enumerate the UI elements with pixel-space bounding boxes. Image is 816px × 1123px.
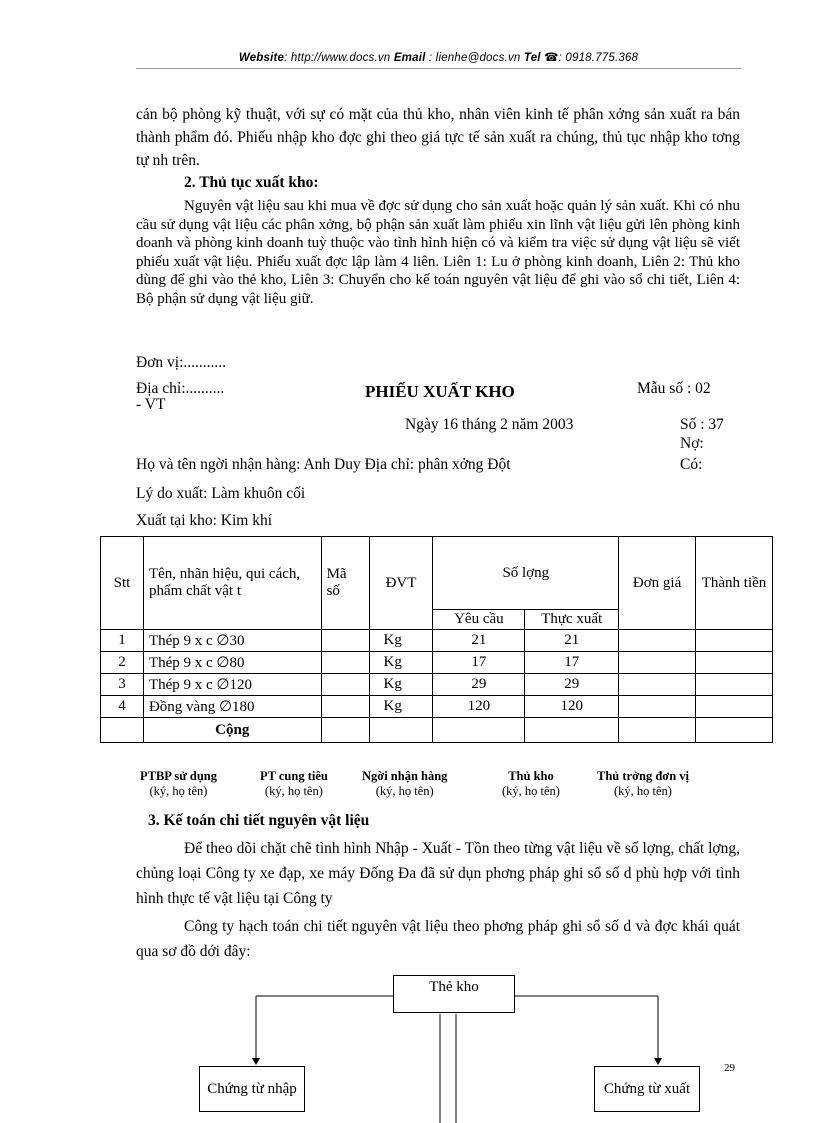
credit-label: Có: bbox=[680, 456, 703, 473]
signature-title: PTBP sử dụng bbox=[140, 769, 217, 783]
voucher-date: Ngày 16 tháng 2 năm 2003 bbox=[405, 416, 574, 433]
diagram-box-stock-card: Thẻ kho bbox=[393, 975, 515, 1013]
cell-name: Thép 9 x c ∅120 bbox=[143, 674, 321, 696]
signature-note: (ký, họ tên) bbox=[614, 784, 672, 798]
website-url[interactable]: : http://www.docs.vn bbox=[284, 52, 394, 64]
section3-paragraph1: Để theo dõi chặt chẽ tình hình Nhập - Xuất - Tồn theo từng vật liệu về số lợng, chất lợng, chủng loại Công ty xe đạp, xe máy Đống Đa đã sử dụn phơng pháp ghi sổ số d phù hợp với tình hình thực tế vật liệu tại Công ty bbox=[136, 840, 740, 907]
debit-label: Nợ: bbox=[680, 435, 704, 452]
signature-note: (ký, họ tên) bbox=[264, 784, 323, 798]
cell-requested: 17 bbox=[433, 652, 525, 674]
cell-name: Thép 9 x c ∅80 bbox=[143, 652, 321, 674]
section3-heading: 3. Kế toán chi tiết nguyên vật liệu bbox=[148, 812, 370, 829]
voucher-number: Số : 37 bbox=[680, 416, 724, 433]
form-number: Mẫu số : 02 bbox=[637, 380, 711, 397]
signature-title: PT cung tiêu bbox=[260, 769, 328, 783]
cell-unit: Kg bbox=[369, 630, 433, 652]
col-actual: Thực xuất bbox=[525, 610, 619, 630]
cell-stt: 3 bbox=[101, 674, 144, 696]
col-unit: ĐVT bbox=[369, 537, 433, 630]
email-address[interactable]: : lienhe@docs.vn bbox=[425, 52, 524, 64]
intro-paragraph: cán bộ phòng kỹ thuật, với sự có mặt của thủ kho, nhân viên kinh tế phân xởng sản xuất ra bán thành phẩm đó. Phiếu nhập kho đợc ghi theo giá tực tế sản xuất ra chúng, thủ tục nhập kho tơng tự nh trên. bbox=[136, 106, 740, 169]
cell-unit: Kg bbox=[369, 696, 433, 718]
signature-note: (ký, họ tên) bbox=[375, 784, 434, 798]
cell-unit: Kg bbox=[369, 674, 433, 696]
cell-stt: 4 bbox=[101, 696, 144, 718]
signature-note: (ký, họ tên) bbox=[149, 784, 208, 798]
cell-actual: 29 bbox=[525, 674, 619, 696]
website-label: Website bbox=[238, 52, 285, 64]
cell-stt: 1 bbox=[101, 630, 144, 652]
diagram-box-receipt-docs: Chứng từ nhập bbox=[199, 1066, 305, 1112]
cell-actual: 17 bbox=[525, 652, 619, 674]
cell-name: Đồng vàng ∅180 bbox=[143, 696, 321, 718]
warehouse-line: Xuất tại kho: Kim khí bbox=[136, 512, 273, 529]
voucher-title: PHIẾU XUẤT KHO bbox=[365, 382, 515, 401]
section2-paragraph: Nguyên vật liệu sau khi mua về đợc sử dụng cho sản xuất hoặc quản lý sản xuất. Khi có nhu cầu sử dụng vật liệu các phân xởng, bộ phận sản xuất làm phiếu xin lĩnh vật liệu gửi lên phòng kinh doanh và phòng kinh doanh tuỳ thuộc vào tình hình hiện có và kiểm tra việc sử dụng vật liệu sẽ viết phiếu xuất vật liệu. Phiếu xuất đợc lập làm 4 liên. Liên 1: Lu ở phòng kinh doanh, Liên 2: Thủ kho dùng để ghi vào thẻ kho, Liên 3: Chuyển cho kế toán nguyên vật liệu để ghi vào sổ chi tiết, Liên 4: Bộ phận sử dụng vật liệu giữ. bbox=[136, 198, 740, 307]
col-quantity: Số lợng bbox=[433, 537, 619, 610]
col-requested: Yêu cầu bbox=[433, 610, 525, 630]
total-label: Cộng bbox=[143, 718, 321, 743]
cell-stt: 2 bbox=[101, 652, 144, 674]
tel-label: Tel ☎ bbox=[523, 52, 559, 64]
tel-number: : 0918.775.368 bbox=[558, 52, 639, 64]
address-label: Địa chỉ:.......... bbox=[136, 380, 225, 397]
cell-unit: Kg bbox=[369, 652, 433, 674]
signature-title: Thủ kho bbox=[508, 769, 554, 783]
cell-actual: 21 bbox=[525, 630, 619, 652]
signature-title: Ngời nhận hàng bbox=[362, 769, 448, 783]
col-stt: Stt bbox=[101, 537, 144, 630]
email-label: Email bbox=[393, 52, 426, 64]
receiver-line: Họ và tên ngời nhận hàng: Anh Duy Địa chỉ: phân xởng Đột bbox=[136, 456, 511, 473]
col-price: Đơn giá bbox=[619, 537, 696, 630]
address-suffix: - VT bbox=[136, 396, 166, 413]
arrow-head-left bbox=[252, 1058, 260, 1065]
unit-label: Đơn vị:........... bbox=[136, 354, 227, 371]
signature-title: Thủ trởng đơn vị bbox=[597, 769, 689, 783]
col-name: Tên, nhãn hiệu, qui cách, phẩm chất vật t bbox=[143, 537, 321, 630]
cell-actual: 120 bbox=[525, 696, 619, 718]
cell-requested: 29 bbox=[433, 674, 525, 696]
cell-requested: 120 bbox=[433, 696, 525, 718]
signature-note: (ký, họ tên) bbox=[502, 784, 560, 798]
diagram-box-issue-docs: Chứng từ xuất bbox=[594, 1066, 700, 1112]
section3-paragraph2: Công ty hạch toán chi tiết nguyên vật liệu theo phơng pháp ghi sổ số d và đợc khái quát qua sơ đồ dới đây: bbox=[136, 918, 740, 960]
reason-line: Lý do xuất: Làm khuôn cối bbox=[136, 485, 306, 502]
col-amount: Thành tiền bbox=[696, 537, 773, 630]
cell-name: Thép 9 x c ∅30 bbox=[143, 630, 321, 652]
cell-requested: 21 bbox=[433, 630, 525, 652]
arrow-head-right bbox=[654, 1058, 662, 1065]
col-code: Mã số bbox=[321, 537, 369, 630]
page-number: 29 bbox=[724, 1062, 735, 1074]
section2-heading: 2. Thủ tục xuất kho: bbox=[184, 174, 319, 191]
